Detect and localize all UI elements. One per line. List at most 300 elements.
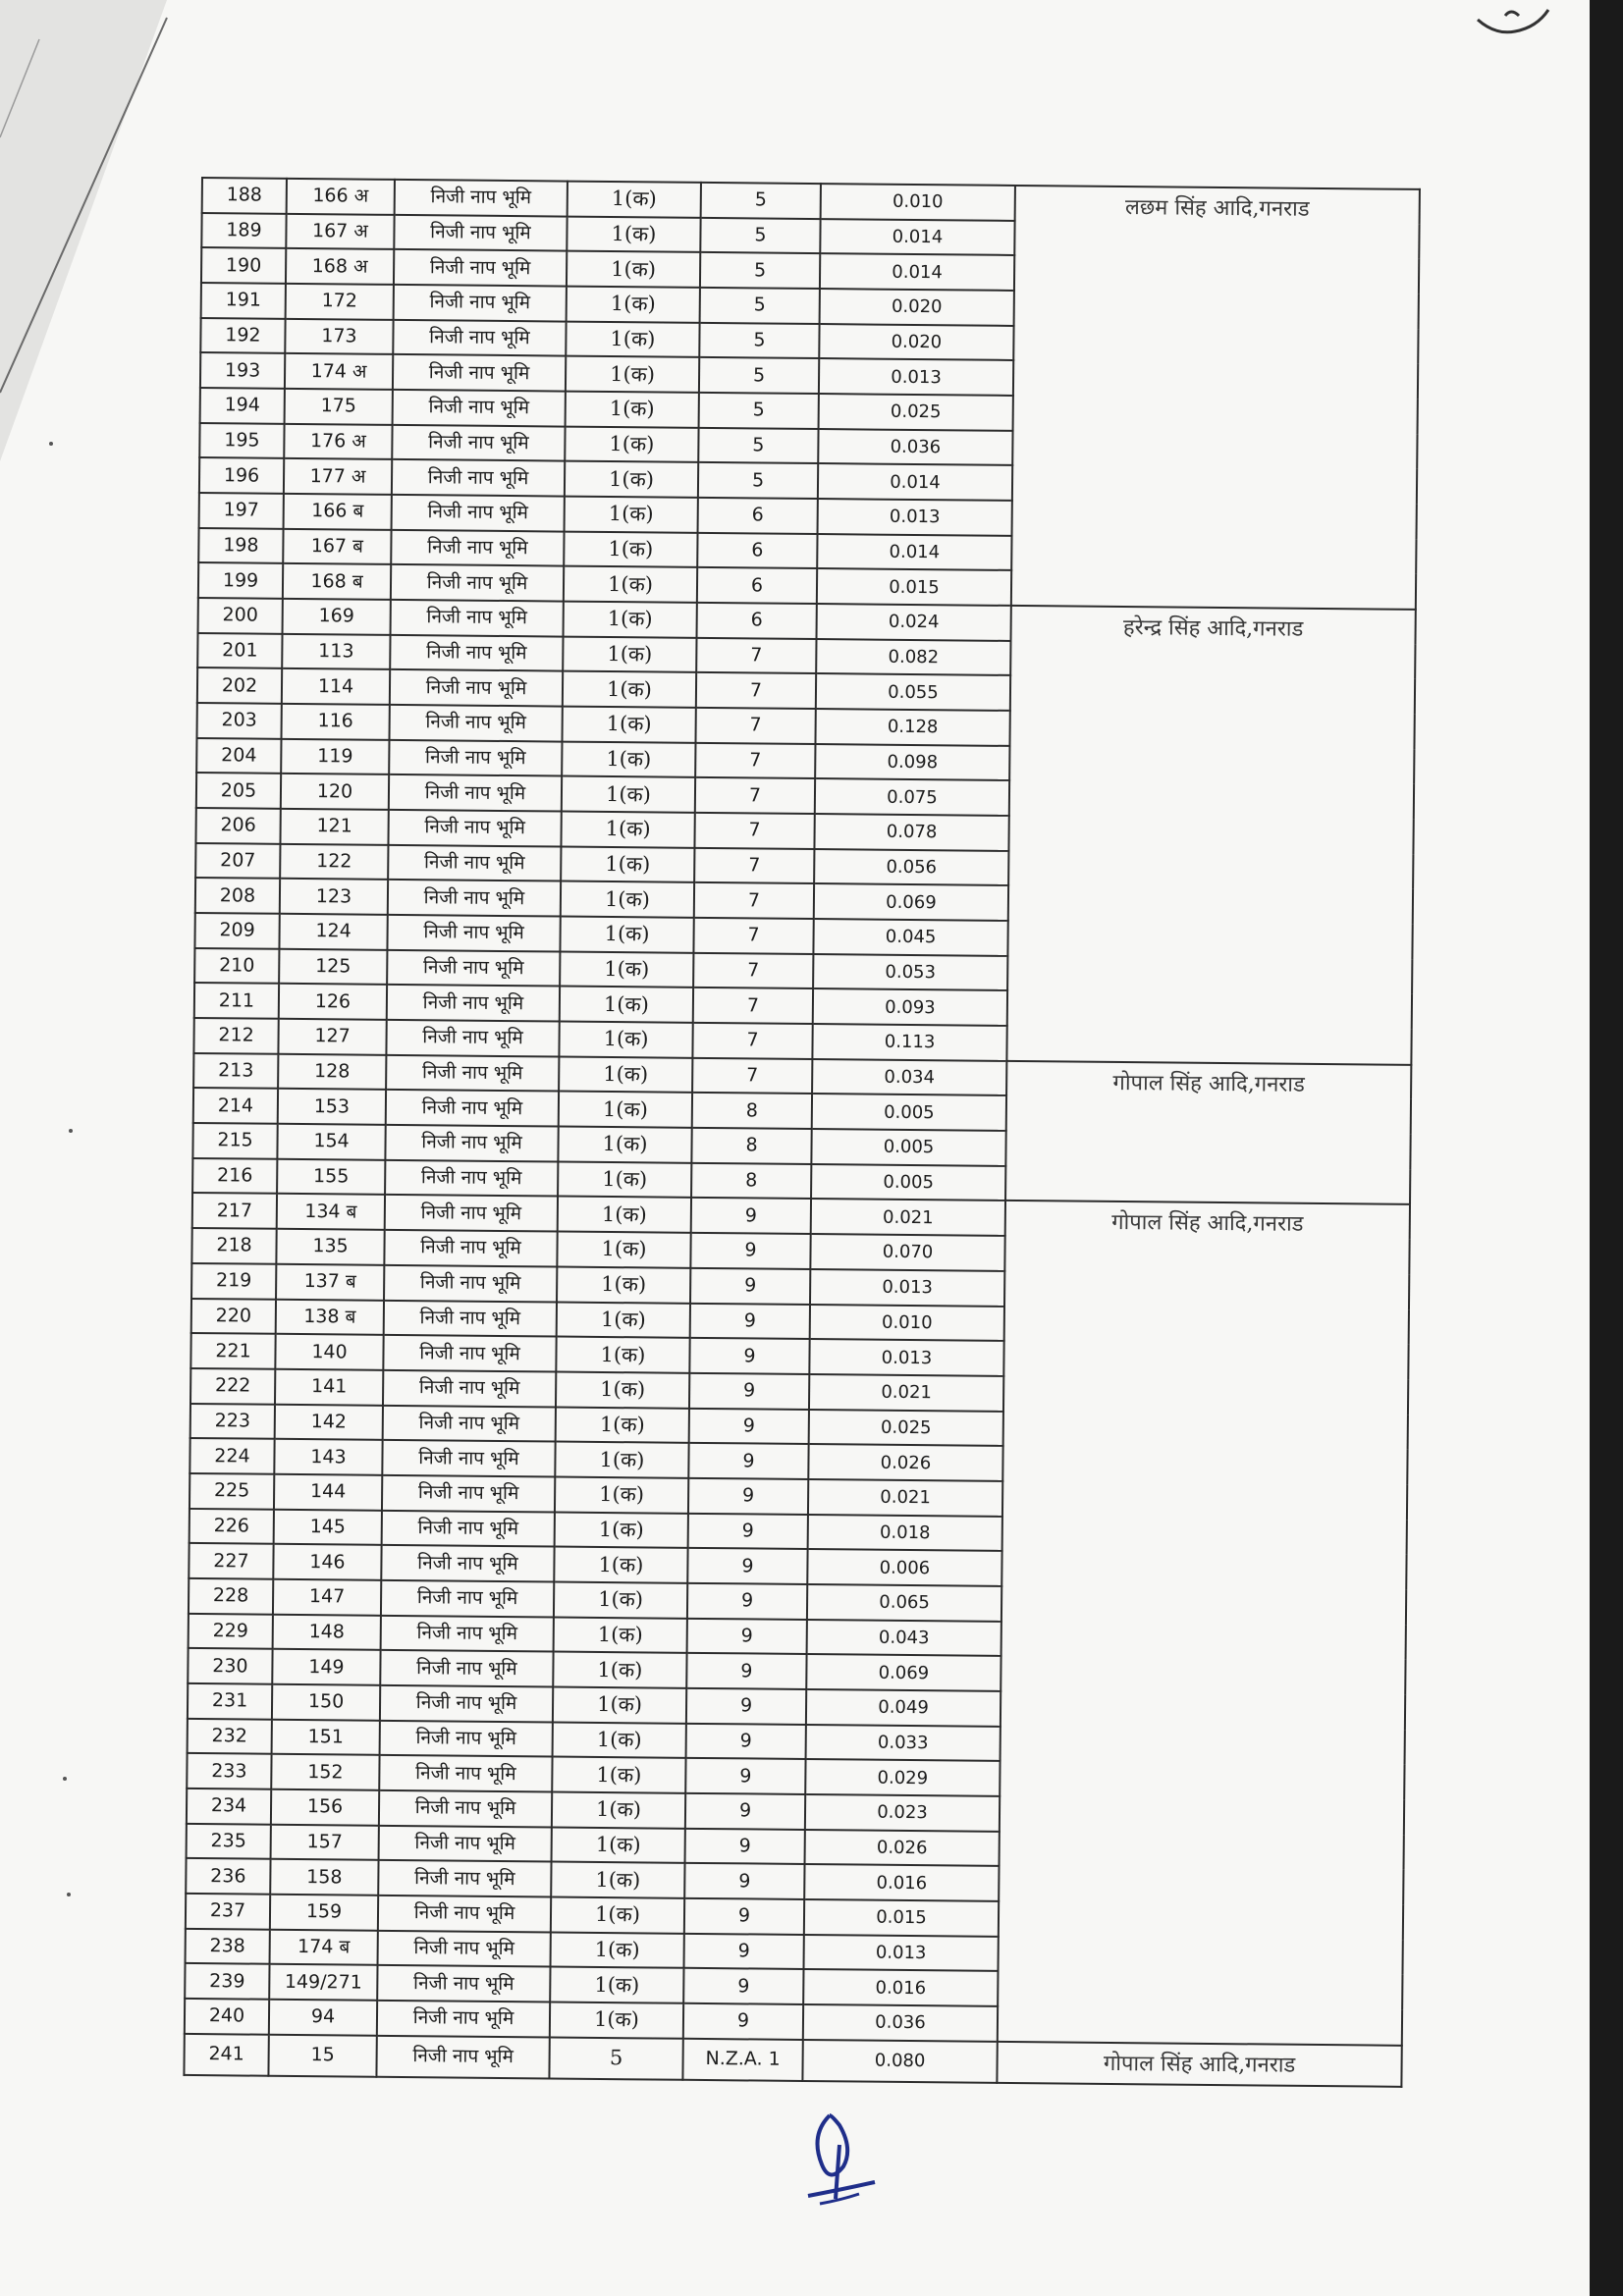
khata-cell: 1(क) xyxy=(557,1266,690,1303)
serial-number-cell: 204 xyxy=(196,738,281,774)
area-cell: 0.043 xyxy=(807,1620,1001,1657)
serial-number-cell: 192 xyxy=(200,318,285,353)
land-type-cell: निजी नाप भूमि xyxy=(379,1825,552,1861)
land-type-cell: निजी नाप भूमि xyxy=(378,1930,551,1966)
serial-number-cell: 215 xyxy=(192,1123,277,1158)
block-cell: 7 xyxy=(695,777,815,814)
block-cell: 9 xyxy=(690,1268,810,1305)
land-type-cell: निजी नाप भूमि xyxy=(392,495,565,531)
block-cell: 8 xyxy=(691,1128,811,1164)
plot-number-cell: 125 xyxy=(279,949,387,986)
area-cell: 0.065 xyxy=(807,1584,1001,1622)
plot-number-cell: 172 xyxy=(286,284,394,320)
khata-cell: 1(क) xyxy=(554,1581,687,1618)
area-cell: 0.020 xyxy=(820,289,1014,326)
khata-cell: 1(क) xyxy=(564,531,697,567)
block-cell: 9 xyxy=(686,1723,806,1759)
khata-cell: 1(क) xyxy=(558,1197,691,1233)
area-cell: 0.025 xyxy=(809,1410,1003,1447)
table-body xyxy=(184,178,1419,2087)
area-cell: 0.013 xyxy=(818,499,1012,536)
serial-number-cell: 200 xyxy=(198,598,283,633)
land-type-cell: निजी नाप भूमि xyxy=(381,1615,554,1651)
block-cell: 5 xyxy=(700,252,820,289)
land-type-cell: निजी नाप भूमि xyxy=(388,880,561,916)
plot-number-cell: 169 xyxy=(283,599,391,635)
plot-number-cell: 137 ब xyxy=(276,1264,384,1301)
area-cell: 0.034 xyxy=(812,1059,1006,1096)
area-cell: 0.016 xyxy=(804,1864,999,1901)
land-type-cell: निजी नाप भूमि xyxy=(387,950,560,987)
block-cell: 9 xyxy=(685,1758,805,1794)
block-cell: 9 xyxy=(685,1793,805,1830)
serial-number-cell: 197 xyxy=(199,493,284,528)
block-cell: 7 xyxy=(694,882,814,919)
scan-speck xyxy=(67,1893,71,1896)
block-cell: 9 xyxy=(687,1618,807,1654)
serial-number-cell: 225 xyxy=(189,1473,274,1509)
plot-number-cell: 146 xyxy=(273,1544,381,1580)
block-cell: 7 xyxy=(692,1023,812,1059)
land-type-cell: निजी नाप भूमि xyxy=(389,740,562,776)
khata-cell: 1(क) xyxy=(556,1371,689,1408)
khata-cell: 1(क) xyxy=(556,1407,689,1443)
area-cell: 0.029 xyxy=(805,1759,1000,1796)
plot-number-cell: 149/271 xyxy=(269,1964,377,2001)
land-type-cell: निजी नाप भूमि xyxy=(378,1860,551,1896)
block-cell: 9 xyxy=(687,1548,807,1584)
block-cell: 9 xyxy=(685,1828,805,1864)
area-cell: 0.033 xyxy=(806,1725,1001,1762)
block-cell: 8 xyxy=(691,1163,811,1200)
area-cell: 0.021 xyxy=(809,1374,1003,1412)
serial-number-cell: 212 xyxy=(193,1018,278,1053)
block-cell: 9 xyxy=(688,1513,808,1549)
plot-number-cell: 177 अ xyxy=(284,458,392,495)
land-type-cell: निजी नाप भूमि xyxy=(377,1965,550,2002)
khata-cell: 1(क) xyxy=(561,846,694,882)
khata-cell: 1(क) xyxy=(567,251,700,288)
block-cell: 9 xyxy=(691,1198,811,1234)
area-cell: 0.055 xyxy=(816,673,1010,711)
khata-cell: 1(क) xyxy=(560,951,693,988)
plot-number-cell: 175 xyxy=(285,389,393,425)
area-cell: 0.013 xyxy=(803,1935,998,1972)
block-cell: 7 xyxy=(692,1058,812,1095)
khata-cell: 1(क) xyxy=(564,566,697,603)
owner-name-cell: लछम सिंह आदि,गनराड xyxy=(1011,186,1420,610)
khata-cell: 1(क) xyxy=(564,602,697,638)
khata-cell: 1(क) xyxy=(562,707,695,743)
block-cell: 9 xyxy=(686,1688,806,1725)
khata-cell: 1(क) xyxy=(565,497,698,533)
khata-cell: 1(क) xyxy=(553,1686,686,1723)
serial-number-cell: 202 xyxy=(197,667,282,703)
block-cell: 7 xyxy=(694,813,814,849)
block-cell: 5 xyxy=(699,323,819,359)
plot-number-cell: 143 xyxy=(274,1439,382,1475)
plot-number-cell: 141 xyxy=(275,1369,383,1406)
plot-number-cell: 121 xyxy=(280,809,388,845)
block-cell: 7 xyxy=(696,638,816,674)
scan-speck xyxy=(63,1777,67,1781)
land-type-cell: निजी नाप भूमि xyxy=(383,1335,556,1371)
area-cell: 0.069 xyxy=(814,883,1008,921)
land-type-cell: निजी नाप भूमि xyxy=(376,2035,549,2078)
page-number-mark xyxy=(1476,6,1554,39)
plot-number-cell: 150 xyxy=(272,1684,380,1721)
land-type-cell: निजी नाप भूमि xyxy=(382,1510,555,1546)
serial-number-cell: 194 xyxy=(200,388,285,423)
serial-number-cell: 201 xyxy=(197,633,282,668)
plot-number-cell: 124 xyxy=(279,914,387,950)
serial-number-cell: 220 xyxy=(191,1298,276,1333)
land-type-cell: निजी नाप भूमि xyxy=(390,669,563,706)
area-cell: 0.010 xyxy=(810,1305,1004,1342)
serial-number-cell: 203 xyxy=(197,703,282,738)
serial-number-cell: 226 xyxy=(189,1508,274,1543)
land-type-cell: निजी नाप भूमि xyxy=(384,1230,557,1266)
block-cell: 5 xyxy=(698,462,818,499)
area-cell: 0.025 xyxy=(819,394,1013,431)
land-type-cell: निजी नाप भूमि xyxy=(394,285,567,321)
land-type-cell: निजी नाप भूमि xyxy=(388,845,561,881)
khata-cell: 1(क) xyxy=(552,1757,685,1793)
plot-number-cell: 122 xyxy=(280,844,388,881)
block-cell: 9 xyxy=(683,1968,803,2004)
area-cell: 0.036 xyxy=(818,429,1012,466)
land-type-cell: निजी नाप भूमि xyxy=(387,985,560,1021)
land-type-cell: निजी नाप भूमि xyxy=(389,774,562,811)
area-cell: 0.021 xyxy=(811,1199,1005,1236)
serial-number-cell: 241 xyxy=(184,2034,268,2076)
plot-number-cell: 145 xyxy=(274,1509,382,1545)
plot-number-cell: 149 xyxy=(272,1649,380,1685)
plot-number-cell: 144 xyxy=(274,1474,382,1511)
signature xyxy=(800,2106,879,2214)
serial-number-cell: 222 xyxy=(190,1368,275,1404)
plot-number-cell: 134 ब xyxy=(277,1194,385,1230)
area-cell: 0.053 xyxy=(813,954,1007,991)
land-type-cell: निजी नाप भूमि xyxy=(393,354,566,391)
area-cell: 0.056 xyxy=(814,849,1008,886)
scan-speck xyxy=(69,1129,73,1133)
land-type-cell: निजी नाप भूमि xyxy=(381,1580,554,1617)
land-type-cell: निजी नाप भूमि xyxy=(386,1055,559,1092)
block-cell: 6 xyxy=(697,533,817,569)
serial-number-cell: 195 xyxy=(199,423,284,458)
land-type-cell: निजी नाप भूमि xyxy=(383,1405,556,1441)
khata-cell: 1(क) xyxy=(559,1092,692,1128)
area-cell: 0.006 xyxy=(807,1549,1001,1586)
block-cell: 7 xyxy=(693,953,813,989)
land-type-cell: निजी नाप भूमि xyxy=(391,564,564,601)
land-type-cell: निजी नाप भूमि xyxy=(384,1300,557,1336)
plot-number-cell: 114 xyxy=(282,668,390,705)
khata-cell: 1(क) xyxy=(563,636,696,672)
owner-name-cell: हरेन्द्र सिंह आदि,गनराड xyxy=(1006,606,1415,1065)
owner-name-cell: गोपाल सिंह आदि,गनराड xyxy=(997,2041,1401,2086)
plot-number-cell: 94 xyxy=(269,2000,377,2036)
plot-number-cell: 156 xyxy=(271,1789,379,1826)
khata-cell: 5 xyxy=(549,2037,682,2080)
plot-number-cell: 173 xyxy=(285,319,393,355)
serial-number-cell: 196 xyxy=(199,457,284,493)
khata-cell: 1(क) xyxy=(550,1967,683,2003)
area-cell: 0.078 xyxy=(814,814,1008,851)
plot-number-cell: 126 xyxy=(279,984,387,1020)
block-cell: 7 xyxy=(693,918,813,954)
plot-number-cell: 15 xyxy=(268,2034,376,2076)
serial-number-cell: 237 xyxy=(186,1894,270,1929)
owner-name-cell: गोपाल सिंह आदि,गनराड xyxy=(998,1201,1410,2045)
serial-number-cell: 234 xyxy=(187,1789,271,1824)
serial-number-cell: 229 xyxy=(189,1613,273,1648)
block-cell: 9 xyxy=(690,1233,810,1269)
block-cell: 9 xyxy=(689,1408,809,1444)
khata-cell: 1(क) xyxy=(562,741,695,777)
block-cell: 5 xyxy=(700,218,820,254)
khata-cell: 1(क) xyxy=(557,1232,690,1268)
khata-cell: 1(क) xyxy=(551,1862,684,1898)
plot-number-cell: 135 xyxy=(276,1229,384,1265)
khata-cell: 1(क) xyxy=(559,1022,692,1058)
area-cell: 0.036 xyxy=(803,2004,998,2042)
khata-cell: 1(क) xyxy=(562,776,695,813)
khata-cell: 1(क) xyxy=(561,881,694,918)
land-type-cell: निजी नाप भूमि xyxy=(377,2001,550,2037)
land-type-cell: निजी नाप भूमि xyxy=(394,249,567,286)
serial-number-cell: 214 xyxy=(193,1088,278,1123)
area-cell: 0.005 xyxy=(811,1129,1005,1166)
serial-number-cell: 191 xyxy=(201,283,286,318)
area-cell: 0.024 xyxy=(817,604,1011,641)
plot-number-cell: 174 अ xyxy=(285,353,393,390)
plot-number-cell: 116 xyxy=(282,704,390,740)
land-type-cell: निजी नाप भूमि xyxy=(385,1125,558,1161)
block-cell: 5 xyxy=(701,183,821,219)
plot-number-cell: 152 xyxy=(271,1754,379,1790)
serial-number-cell: 240 xyxy=(185,1999,269,2034)
land-type-cell: निजी नाप भूमि xyxy=(382,1475,555,1512)
khata-cell: 1(क) xyxy=(561,812,694,848)
land-type-cell: निजी नाप भूमि xyxy=(380,1720,553,1756)
area-cell: 0.020 xyxy=(819,324,1013,361)
block-cell: 9 xyxy=(688,1478,808,1515)
land-type-cell: निजी नाप भूमि xyxy=(391,530,564,566)
area-cell: 0.005 xyxy=(812,1094,1006,1131)
plot-number-cell: 119 xyxy=(281,739,389,775)
serial-number-cell: 207 xyxy=(195,843,280,879)
khata-cell: 1(क) xyxy=(552,1827,685,1863)
plot-number-cell: 176 अ xyxy=(284,424,392,460)
land-type-cell: निजी नाप भूमि xyxy=(379,1755,552,1791)
land-type-cell: निजी नाप भूमि xyxy=(391,600,564,636)
khata-cell: 1(क) xyxy=(566,392,699,428)
khata-cell: 1(क) xyxy=(567,287,700,323)
khata-cell: 1(क) xyxy=(550,2002,683,2038)
khata-cell: 1(क) xyxy=(555,1512,688,1548)
serial-number-cell: 235 xyxy=(187,1824,271,1859)
land-type-cell: निजी नाप भूमि xyxy=(378,1896,551,1932)
block-cell: 8 xyxy=(692,1093,812,1129)
serial-number-cell: 227 xyxy=(189,1543,273,1578)
plot-number-cell: 127 xyxy=(278,1019,386,1055)
block-cell: 7 xyxy=(696,672,816,709)
owner-name-cell: गोपाल सिंह आदि,गनराड xyxy=(1005,1061,1411,1205)
area-cell: 0.018 xyxy=(808,1515,1002,1552)
khata-cell: 1(क) xyxy=(565,426,698,462)
khata-cell: 1(क) xyxy=(563,671,696,708)
serial-number-cell: 231 xyxy=(188,1683,272,1719)
area-cell: 0.045 xyxy=(813,919,1007,956)
block-cell: 7 xyxy=(693,988,813,1024)
land-type-cell: निजी नाप भूमि xyxy=(394,215,567,251)
block-cell: 5 xyxy=(699,393,819,429)
land-type-cell: निजी नाप भूमि xyxy=(382,1440,555,1476)
block-cell: 6 xyxy=(698,498,818,534)
land-type-cell: निजी नाप भूमि xyxy=(383,1370,556,1407)
khata-cell: 1(क) xyxy=(551,1932,684,1968)
area-cell: 0.023 xyxy=(805,1794,1000,1832)
khata-cell: 1(क) xyxy=(559,1056,692,1093)
block-cell: 9 xyxy=(690,1303,810,1339)
area-cell: 0.013 xyxy=(809,1339,1003,1376)
plot-number-cell: 120 xyxy=(281,774,389,810)
land-type-cell: निजी नाप भूमि xyxy=(392,459,565,496)
land-type-cell: निजी नाप भूमि xyxy=(385,1195,558,1231)
plot-number-cell: 153 xyxy=(278,1089,386,1125)
land-type-cell: निजी नाप भूमि xyxy=(386,1020,559,1056)
serial-number-cell: 206 xyxy=(195,808,280,843)
serial-number-cell: 238 xyxy=(186,1929,270,1964)
serial-number-cell: 219 xyxy=(191,1263,276,1299)
plot-number-cell: 142 xyxy=(275,1404,383,1440)
serial-number-cell: 188 xyxy=(202,178,287,213)
area-cell: 0.093 xyxy=(813,988,1007,1026)
area-cell: 0.014 xyxy=(818,463,1012,501)
plot-number-cell: 168 ब xyxy=(283,563,391,600)
serial-number-cell: 230 xyxy=(188,1648,272,1683)
block-cell: 5 xyxy=(698,428,818,464)
plot-number-cell: 174 ब xyxy=(270,1929,378,1965)
khata-cell: 1(क) xyxy=(555,1442,688,1478)
khata-cell: 1(क) xyxy=(565,461,698,498)
khata-cell: 1(क) xyxy=(558,1161,691,1198)
land-type-cell: निजी नाप भूमि xyxy=(392,425,565,461)
serial-number-cell: 239 xyxy=(185,1963,269,1999)
land-type-cell: निजी नाप भूमि xyxy=(379,1790,552,1827)
plot-number-cell: 155 xyxy=(277,1159,385,1196)
block-cell: 9 xyxy=(689,1338,809,1374)
serial-number-cell: 224 xyxy=(189,1438,274,1473)
serial-number-cell: 198 xyxy=(198,528,283,563)
plot-number-cell: 140 xyxy=(275,1334,383,1370)
block-cell: 7 xyxy=(694,848,814,884)
block-cell: 5 xyxy=(699,357,819,394)
khata-cell: 1(क) xyxy=(558,1127,691,1163)
serial-number-cell: 218 xyxy=(191,1228,276,1263)
serial-number-cell: 189 xyxy=(201,213,286,248)
plot-number-cell: 128 xyxy=(278,1054,386,1091)
khata-cell: 1(क) xyxy=(567,216,700,252)
land-type-cell: निजी नाप भूमि xyxy=(381,1545,554,1581)
area-cell: 0.098 xyxy=(815,744,1009,781)
khata-cell: 1(क) xyxy=(560,917,693,953)
land-type-cell: निजी नाप भूमि xyxy=(387,915,560,951)
area-cell: 0.005 xyxy=(811,1164,1005,1201)
land-type-cell: निजी नाप भूमि xyxy=(390,705,563,741)
serial-number-cell: 228 xyxy=(189,1578,273,1614)
land-type-cell: निजी नाप भूमि xyxy=(388,810,561,846)
area-cell: 0.014 xyxy=(817,534,1011,571)
khata-cell: 1(क) xyxy=(553,1722,686,1758)
khata-cell: 1(क) xyxy=(556,1337,689,1373)
land-type-cell: निजी नाप भूमि xyxy=(390,635,563,671)
serial-number-cell: 221 xyxy=(190,1333,275,1368)
area-cell: 0.026 xyxy=(805,1830,1000,1867)
plot-number-cell: 154 xyxy=(277,1124,385,1160)
land-type-cell: निजी नाप भूमि xyxy=(380,1685,553,1722)
block-cell: 6 xyxy=(697,567,817,604)
area-cell: 0.113 xyxy=(812,1024,1006,1061)
area-cell: 0.013 xyxy=(819,358,1013,396)
area-cell: 0.016 xyxy=(803,1969,998,2006)
block-cell: 9 xyxy=(688,1443,808,1479)
area-cell: 0.014 xyxy=(820,253,1014,291)
plot-number-cell: 138 ब xyxy=(276,1299,384,1335)
area-cell: 0.075 xyxy=(815,778,1009,816)
khata-cell: 1(क) xyxy=(566,356,699,393)
khata-cell: 1(क) xyxy=(551,1896,684,1933)
block-cell: 7 xyxy=(695,708,815,744)
serial-number-cell: 210 xyxy=(194,948,279,984)
area-cell: 0.010 xyxy=(821,184,1015,221)
khata-cell: 1(क) xyxy=(553,1652,686,1688)
block-cell: 5 xyxy=(700,288,820,324)
serial-number-cell: 199 xyxy=(198,562,283,598)
serial-number-cell: 193 xyxy=(200,352,285,388)
scan-speck xyxy=(49,442,53,446)
khata-cell: 1(क) xyxy=(566,321,699,357)
area-cell: 0.082 xyxy=(816,639,1010,676)
land-records-table xyxy=(183,177,1421,2088)
plot-number-cell: 123 xyxy=(280,879,388,915)
khata-cell: 1(क) xyxy=(554,1617,687,1653)
plot-number-cell: 166 ब xyxy=(284,494,392,530)
area-cell: 0.049 xyxy=(806,1689,1001,1727)
plot-number-cell: 167 ब xyxy=(283,529,391,565)
land-type-cell: निजी नाप भूमि xyxy=(380,1650,553,1686)
land-type-cell: निजी नाप भूमि xyxy=(385,1160,558,1197)
block-cell: 9 xyxy=(684,1898,804,1935)
serial-number-cell: 209 xyxy=(194,913,279,948)
area-cell: 0.080 xyxy=(802,2040,997,2083)
area-cell: 0.128 xyxy=(815,709,1009,746)
plot-number-cell: 166 अ xyxy=(287,179,395,215)
block-cell: 9 xyxy=(684,1933,804,1969)
serial-number-cell: 213 xyxy=(193,1053,278,1089)
serial-number-cell: 232 xyxy=(188,1718,272,1753)
plot-number-cell: 157 xyxy=(271,1824,379,1860)
serial-number-cell: 223 xyxy=(190,1403,275,1438)
serial-number-cell: 216 xyxy=(192,1158,277,1194)
area-cell: 0.015 xyxy=(804,1899,999,1937)
plot-number-cell: 167 अ xyxy=(286,214,394,250)
land-type-cell: निजी नाप भूमि xyxy=(393,390,566,426)
serial-number-cell: 233 xyxy=(187,1753,271,1789)
area-cell: 0.026 xyxy=(808,1444,1002,1481)
